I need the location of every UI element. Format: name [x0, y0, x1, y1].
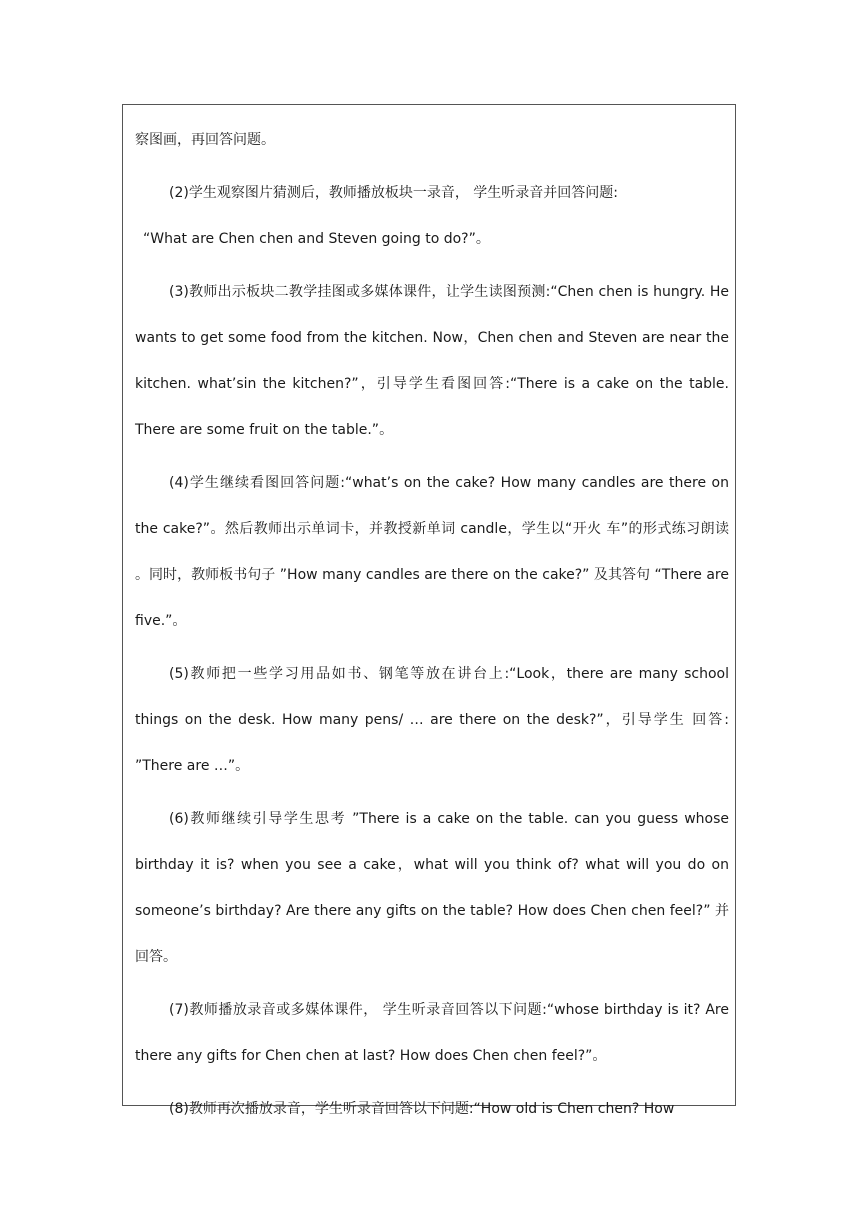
- paragraph-step-2: (2)学生观察图片猜测后，教师播放板块一录音， 学生听录音并回答问题:: [169, 185, 618, 201]
- document-body: [135, 117, 729, 1139]
- paragraph-step-8: (8)教师再次播放录音，学生听录音回答以下问题:“How old is Chen chen? How: [169, 1101, 675, 1117]
- paragraph-step-5: (5)教师把一些学习用品如书、钢笔等放在讲台上:“Look，there are many school things on the desk. How many pens/ … are there on the desk?”，引导学生 回答: ”There are …”。: [135, 666, 729, 774]
- document-frame: [122, 104, 736, 1117]
- paragraph-step-4: (4)学生继续看图回答问题:“what’s on the cake? How many candles are there on the cake?”。然后教师出示单词卡，并教授新单词 candle，学生以“开火 车”的形式练习朗读 。同时，教师板书句子 ”How many candles are there on the cake?” 及其答句 “There are five.”。: [135, 475, 729, 629]
- paragraph-step-3: (3)教师出示板块二教学挂图或多媒体课件，让学生读图预测:“Chen chen is hungry. He wants to get some food from the kitchen. Now，Chen chen and Steven are near the kitchen. what’sin the kitchen?”，引导学生看图回答:“There is a cake on the table. There are some fruit on the table.”。: [135, 284, 729, 438]
- paragraph-0: 察图画，再回答问题。: [135, 132, 275, 148]
- paragraph-step-6: (6)教师继续引导学生思考 ”There is a cake on the table. can you guess whose birthday it is? when you see a cake，what will you think of? what will you do on someone’s birthday? Are there any gifts on the table? How does Chen chen feel?” 并回答。: [135, 811, 729, 965]
- paragraph-step-2-question: “What are Chen chen and Steven going to do?”。: [143, 231, 490, 247]
- paragraph-step-7: (7)教师播放录音或多媒体课件， 学生听录音回答以下问题:“whose birthday is it? Are there any gifts for Chen chen at last? How does Chen chen feel?”。: [135, 1002, 729, 1064]
